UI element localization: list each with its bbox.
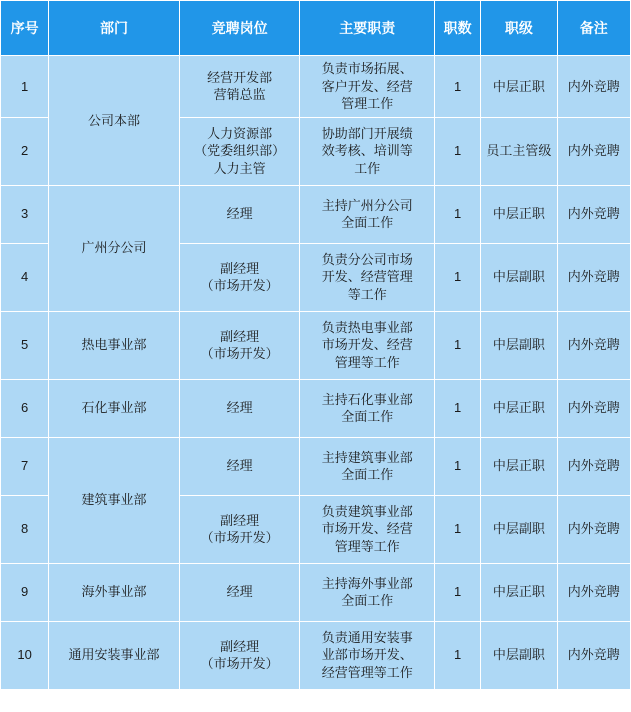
cell-dept: 海外事业部 [49, 563, 180, 621]
table-row [1, 185, 631, 243]
cell-post: 副经理 （市场开发） [179, 495, 300, 563]
column-header-note: 备注 [557, 1, 630, 56]
cell-post: 经理 [179, 185, 300, 243]
cell-no: 8 [1, 495, 49, 563]
cell-rank: 中层副职 [481, 621, 557, 689]
cell-duty: 主持海外事业部 全面工作 [300, 563, 435, 621]
cell-note: 内外竞聘 [557, 311, 630, 379]
cell-note: 内外竞聘 [557, 185, 630, 243]
cell-rank: 中层副职 [481, 495, 557, 563]
cell-no: 7 [1, 437, 49, 495]
cell-num: 1 [435, 563, 481, 621]
column-header-no: 序号 [1, 1, 49, 56]
cell-dept: 通用安装事业部 [49, 621, 180, 689]
cell-duty: 主持广州分公司 全面工作 [300, 185, 435, 243]
cell-no: 5 [1, 311, 49, 379]
cell-rank: 中层正职 [481, 437, 557, 495]
cell-rank: 中层副职 [481, 311, 557, 379]
cell-num: 1 [435, 243, 481, 311]
column-header-post: 竞聘岗位 [179, 1, 300, 56]
cell-dept: 热电事业部 [49, 311, 180, 379]
column-header-rank: 职级 [481, 1, 557, 56]
cell-rank: 中层副职 [481, 243, 557, 311]
table-header [1, 1, 631, 56]
cell-no: 10 [1, 621, 49, 689]
cell-note: 内外竞聘 [557, 243, 630, 311]
cell-duty: 负责建筑事业部 市场开发、经营 管理等工作 [300, 495, 435, 563]
cell-note: 内外竞聘 [557, 437, 630, 495]
cell-note: 内外竞聘 [557, 117, 630, 185]
cell-duty: 主持石化事业部 全面工作 [300, 379, 435, 437]
cell-note: 内外竞聘 [557, 495, 630, 563]
cell-post: 人力资源部 （党委组织部） 人力主管 [179, 117, 300, 185]
cell-post: 经理 [179, 437, 300, 495]
column-header-duty: 主要职责 [300, 1, 435, 56]
cell-note: 内外竞聘 [557, 621, 630, 689]
cell-duty: 负责热电事业部 市场开发、经营 管理等工作 [300, 311, 435, 379]
cell-post: 副经理 （市场开发） [179, 621, 300, 689]
cell-dept: 公司本部 [49, 56, 180, 186]
cell-dept: 石化事业部 [49, 379, 180, 437]
cell-no: 1 [1, 56, 49, 118]
cell-duty: 负责通用安装事 业部市场开发、 经营管理等工作 [300, 621, 435, 689]
cell-duty: 负责分公司市场 开发、经营管理 等工作 [300, 243, 435, 311]
cell-rank: 员工主管级 [481, 117, 557, 185]
table-row [1, 563, 631, 621]
cell-note: 内外竞聘 [557, 379, 630, 437]
cell-no: 4 [1, 243, 49, 311]
cell-num: 1 [435, 185, 481, 243]
cell-rank: 中层正职 [481, 56, 557, 118]
table-header-row [1, 1, 631, 56]
cell-duty: 主持建筑事业部 全面工作 [300, 437, 435, 495]
cell-duty: 协助部门开展绩 效考核、培训等 工作 [300, 117, 435, 185]
cell-rank: 中层正职 [481, 185, 557, 243]
table-row [1, 311, 631, 379]
cell-note: 内外竞聘 [557, 563, 630, 621]
cell-num: 1 [435, 56, 481, 118]
cell-rank: 中层正职 [481, 379, 557, 437]
table-row [1, 437, 631, 495]
cell-note: 内外竞聘 [557, 56, 630, 118]
cell-post: 经理 [179, 563, 300, 621]
cell-post: 副经理 （市场开发） [179, 311, 300, 379]
cell-dept: 建筑事业部 [49, 437, 180, 563]
cell-no: 3 [1, 185, 49, 243]
cell-post: 经营开发部 营销总监 [179, 56, 300, 118]
cell-no: 9 [1, 563, 49, 621]
table-body [1, 56, 631, 690]
cell-num: 1 [435, 495, 481, 563]
table-row [1, 379, 631, 437]
cell-post: 经理 [179, 379, 300, 437]
cell-num: 1 [435, 379, 481, 437]
cell-duty: 负责市场拓展、 客户开发、经营 管理工作 [300, 56, 435, 118]
table-row [1, 621, 631, 689]
table-row [1, 56, 631, 118]
cell-no: 6 [1, 379, 49, 437]
cell-num: 1 [435, 621, 481, 689]
column-header-dept: 部门 [49, 1, 180, 56]
cell-no: 2 [1, 117, 49, 185]
cell-post: 副经理 （市场开发） [179, 243, 300, 311]
cell-num: 1 [435, 117, 481, 185]
cell-dept: 广州分公司 [49, 185, 180, 311]
cell-num: 1 [435, 311, 481, 379]
cell-num: 1 [435, 437, 481, 495]
column-header-num: 职数 [435, 1, 481, 56]
cell-rank: 中层正职 [481, 563, 557, 621]
